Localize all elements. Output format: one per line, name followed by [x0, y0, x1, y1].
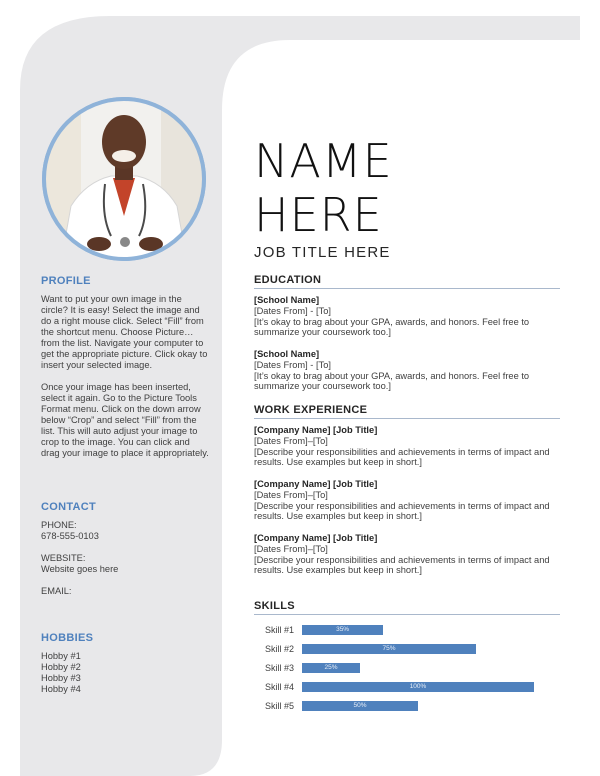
website-label: WEBSITE:: [41, 553, 86, 563]
skill-bar: 100%: [302, 682, 534, 692]
education-entry: [254, 295, 560, 338]
phone-label: PHONE:: [41, 520, 77, 530]
skill-label: Skill #5: [264, 701, 294, 711]
name-line-1: NAME: [254, 134, 393, 188]
skill-bar: 75%: [302, 644, 476, 654]
profile-paragraph-1: Want to put your own image in the circle? It is easy! Select the image and do a right mouse click. Select “Fill” from the shortcut menu. Choose Picture… from the list. Navigate your computer to get the appropriate picture. Click okay to insert your selected image.: [41, 294, 208, 370]
hobby-item: Hobby #2: [41, 662, 81, 672]
job-title: JOB TITLE HERE: [254, 244, 391, 261]
school-name: [School Name]: [254, 295, 320, 305]
work-description: [Describe your responsibilities and achievements in terms of impact and results. Use examples but keep in short.]: [254, 500, 550, 522]
profile-paragraph-2: Once your image has been inserted, select it again. Go to the Picture Tools Format menu. Click on the down arrow below “Crop” and select “Fill” from the list. This will auto adjust your image to crop to the image. You can click and drag your image to place it appropriately.: [41, 382, 209, 458]
profile-text: [41, 294, 211, 459]
work-entry: [254, 533, 560, 576]
profile-photo[interactable]: [41, 96, 207, 262]
skill-label: Skill #2: [264, 644, 294, 654]
email-label: EMAIL:: [41, 586, 72, 596]
work-dates: [Dates From]–[To]: [254, 489, 328, 500]
work-entry: [254, 479, 560, 522]
work-dates: [Dates From]–[To]: [254, 543, 328, 554]
skill-row: [254, 681, 560, 693]
skill-bar: 50%: [302, 701, 418, 711]
profile-heading: PROFILE: [41, 275, 91, 287]
hobby-item: Hobby #1: [41, 651, 81, 661]
work-entry: [254, 425, 560, 468]
skill-label: Skill #4: [264, 682, 294, 692]
skill-row: [254, 643, 560, 655]
education-heading: EDUCATION: [254, 274, 560, 289]
work-title: [Company Name] [Job Title]: [254, 533, 378, 543]
skill-label: Skill #3: [264, 663, 294, 673]
hobbies-heading: HOBBIES: [41, 632, 94, 644]
website-value[interactable]: Website goes here: [41, 564, 119, 574]
work-description: [Describe your responsibilities and achievements in terms of impact and results. Use examples but keep in short.]: [254, 446, 550, 468]
skill-label: Skill #1: [264, 625, 294, 635]
work-dates: [Dates From]–[To]: [254, 435, 328, 446]
education-dates: [Dates From] - [To]: [254, 359, 331, 370]
work-title: [Company Name] [Job Title]: [254, 425, 378, 435]
contact-heading: CONTACT: [41, 501, 97, 513]
hobbies-list: [41, 651, 211, 695]
skill-row: [254, 662, 560, 674]
education-entry: [254, 349, 560, 392]
contact-block: [41, 520, 211, 597]
education-description: [It’s okay to brag about your GPA, awards, and honors. Feel free to summarize your coursework too.]: [254, 370, 530, 392]
skill-bar: 35%: [302, 625, 383, 635]
phone-value: 678-555-0103: [41, 531, 99, 541]
education-description: [It’s okay to brag about your GPA, awards, and honors. Feel free to summarize your coursework too.]: [254, 316, 530, 338]
skill-bar: 25%: [302, 663, 360, 673]
work-title: [Company Name] [Job Title]: [254, 479, 378, 489]
school-name: [School Name]: [254, 349, 320, 359]
name-line-2: HERE: [254, 188, 383, 242]
hobby-item: Hobby #3: [41, 673, 81, 683]
skill-row: [254, 700, 560, 712]
work-heading: WORK EXPERIENCE: [254, 404, 560, 419]
work-description: [Describe your responsibilities and achievements in terms of impact and results. Use examples but keep in short.]: [254, 554, 550, 576]
skill-row: [254, 624, 560, 636]
education-dates: [Dates From] - [To]: [254, 305, 331, 316]
hobby-item: Hobby #4: [41, 684, 81, 694]
skills-heading: SKILLS: [254, 600, 560, 615]
